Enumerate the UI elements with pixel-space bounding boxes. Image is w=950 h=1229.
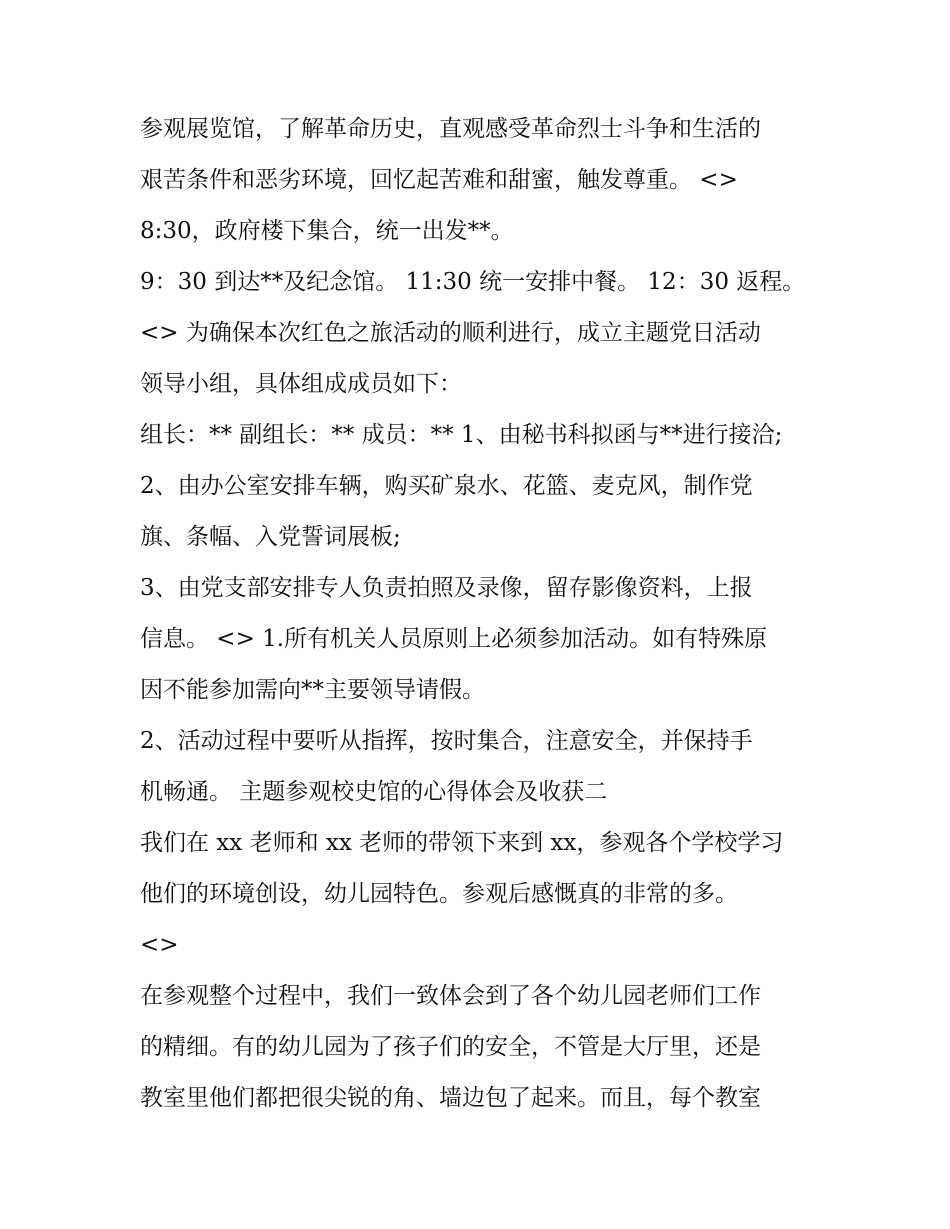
text-line: 3、由党支部安排专人负责拍照及录像，留存影像资料，上报 (140, 575, 753, 601)
text-line: 9：30 到达**及纪念馆。 11:30 统一安排中餐。 12：30 返程。 (140, 269, 806, 295)
text-line: 领导小组，具体组成成员如下： (140, 371, 462, 397)
text-line: 教室里他们都把很尖锐的角、墙边包了起来。而且，每个教室 (140, 1085, 761, 1111)
text-line: 2、由办公室安排车辆，购买矿泉水、花篮、麦克风，制作党 (140, 473, 753, 499)
text-line: 艰苦条件和恶劣环境，回忆起苦难和甜蜜，触发尊重。 <> (140, 167, 738, 193)
text-line: 的精细。有的幼儿园为了孩子们的安全，不管是大厅里，还是 (140, 1034, 761, 1060)
text-line: 在参观整个过程中，我们一致体会到了各个幼儿园老师们工作 (140, 983, 761, 1009)
text-line: 因不能参加需向**主要领导请假。 (140, 677, 485, 703)
text-line: 机畅通。 主题参观校史馆的心得体会及收获二 (140, 779, 608, 805)
text-line: 组长：** 副组长：** 成员：** 1、由秘书科拟函与**进行接洽; (140, 422, 783, 448)
text-line: 2、活动过程中要听从指挥，按时集合，注意安全，并保持手 (140, 728, 753, 754)
text-line: 参观展览馆，了解革命历史，直观感受革命烈士斗争和生活的 (140, 116, 761, 142)
document-body (140, 104, 820, 1124)
text-line: 我们在 xx 老师和 xx 老师的带领下来到 xx，参观各个学校学习 (140, 830, 784, 856)
text-line: <> (140, 932, 179, 958)
text-line: <> 为确保本次红色之旅活动的顺利进行，成立主题党日活动 (140, 320, 761, 346)
text-line: 信息。 <> 1.所有机关人员原则上必须参加活动。如有特殊原 (140, 626, 768, 652)
text-line: 8:30，政府楼下集合，统一出发**。 (140, 218, 514, 244)
text-line: 旗、条幅、入党誓词展板; (140, 524, 401, 550)
text-line: 他们的环境创设，幼儿园特色。参观后感慨真的非常的多。 (140, 881, 738, 907)
